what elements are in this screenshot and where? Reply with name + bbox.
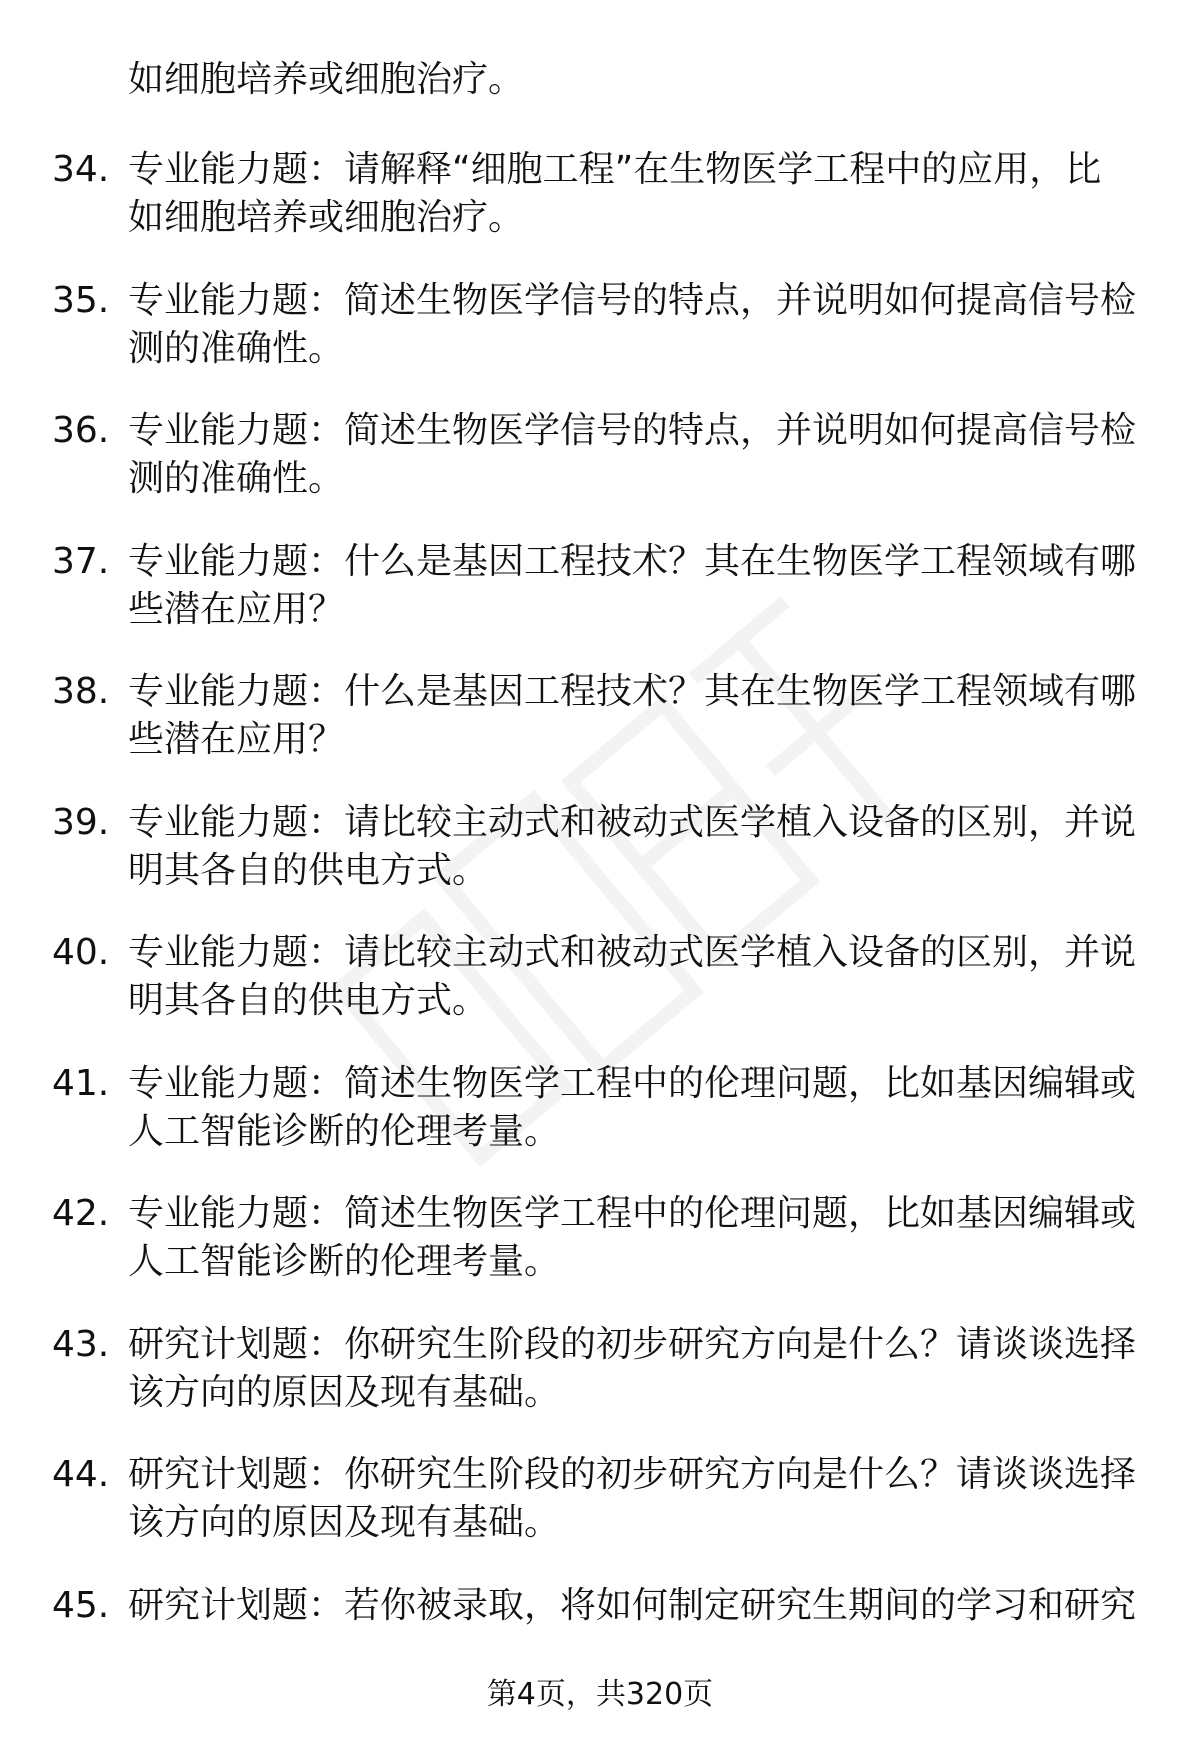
question-line: 研究计划题：你研究生阶段的初步研究方向是什么？请谈谈选择 bbox=[128, 1323, 1137, 1365]
question-number: 40. bbox=[52, 932, 110, 973]
question-item bbox=[0, 538, 1200, 669]
question-line: 研究计划题：你研究生阶段的初步研究方向是什么？请谈谈选择 bbox=[128, 1454, 1137, 1495]
question-item bbox=[0, 1190, 1200, 1321]
question-text bbox=[128, 799, 1140, 895]
question-text bbox=[128, 1582, 1140, 1630]
question-line: 明其各自的供电方式。 bbox=[128, 849, 489, 891]
question-item bbox=[0, 668, 1200, 799]
question-line: 如细胞培养或细胞治疗。 bbox=[128, 197, 525, 238]
question-number: 35. bbox=[52, 279, 110, 321]
question-item bbox=[0, 1451, 1200, 1582]
question-number: 36. bbox=[52, 410, 110, 451]
question-item bbox=[0, 407, 1200, 538]
question-line: 测的准确性。 bbox=[128, 458, 345, 499]
question-line: 些潜在应用？ bbox=[128, 719, 345, 760]
question-line: 些潜在应用？ bbox=[128, 588, 345, 630]
question-number: 45. bbox=[52, 1584, 110, 1626]
question-line: 专业能力题：什么是基因工程技术？其在生物医学工程领域有哪 bbox=[128, 540, 1137, 582]
question-number: 44. bbox=[52, 1454, 110, 1495]
question-line: 专业能力题：请解释“细胞工程”在生物医学工程中的应用，比 bbox=[128, 149, 1102, 190]
question-number: 41. bbox=[52, 1062, 110, 1104]
page-footer: 第4页，共320页 bbox=[486, 1677, 714, 1712]
question-line: 该方向的原因及现有基础。 bbox=[128, 1371, 561, 1413]
question-text bbox=[128, 929, 1140, 1025]
question-line: 专业能力题：简述生物医学工程中的伦理问题，比如基因编辑或 bbox=[128, 1062, 1137, 1104]
question-text bbox=[128, 277, 1140, 373]
question-number: 39. bbox=[52, 801, 110, 843]
question-text bbox=[128, 146, 1140, 242]
question-text bbox=[128, 668, 1140, 764]
question-number: 38. bbox=[52, 671, 110, 712]
question-line: 测的准确性。 bbox=[128, 327, 345, 369]
question-line: 专业能力题：简述生物医学信号的特点，并说明如何提高信号检 bbox=[128, 279, 1137, 321]
question-line: 人工智能诊断的伦理考量。 bbox=[128, 1241, 561, 1282]
question-line: 人工智能诊断的伦理考量。 bbox=[128, 1110, 561, 1152]
question-text bbox=[128, 407, 1140, 503]
question-item bbox=[0, 1321, 1200, 1452]
question-number: 42. bbox=[52, 1193, 110, 1234]
question-line: 专业能力题：简述生物医学信号的特点，并说明如何提高信号检 bbox=[128, 410, 1137, 451]
question-line: 专业能力题：请比较主动式和被动式医学植入设备的区别，并说 bbox=[128, 801, 1137, 843]
question-item bbox=[0, 277, 1200, 408]
question-number: 37. bbox=[52, 540, 110, 582]
question-text bbox=[128, 1321, 1140, 1417]
continuation-text: 如细胞培养或细胞治疗。 bbox=[128, 59, 525, 100]
question-line: 研究计划题：若你被录取，将如何制定研究生期间的学习和研究 bbox=[128, 1584, 1137, 1626]
question-text bbox=[128, 538, 1140, 634]
question-line: 该方向的原因及现有基础。 bbox=[128, 1502, 561, 1543]
question-line: 专业能力题：简述生物医学工程中的伦理问题，比如基因编辑或 bbox=[128, 1193, 1137, 1234]
question-text bbox=[128, 1451, 1140, 1547]
question-line: 专业能力题：什么是基因工程技术？其在生物医学工程领域有哪 bbox=[128, 671, 1137, 712]
question-item bbox=[0, 146, 1200, 277]
question-number: 34. bbox=[52, 149, 110, 190]
question-text bbox=[128, 1060, 1140, 1156]
question-item bbox=[0, 929, 1200, 1060]
question-item bbox=[0, 799, 1200, 930]
question-text bbox=[128, 1190, 1140, 1286]
question-item bbox=[0, 1060, 1200, 1191]
question-number: 43. bbox=[52, 1323, 110, 1365]
question-line: 专业能力题：请比较主动式和被动式医学植入设备的区别，并说 bbox=[128, 932, 1137, 973]
question-line: 明其各自的供电方式。 bbox=[128, 980, 489, 1021]
question-list bbox=[0, 146, 1200, 1712]
